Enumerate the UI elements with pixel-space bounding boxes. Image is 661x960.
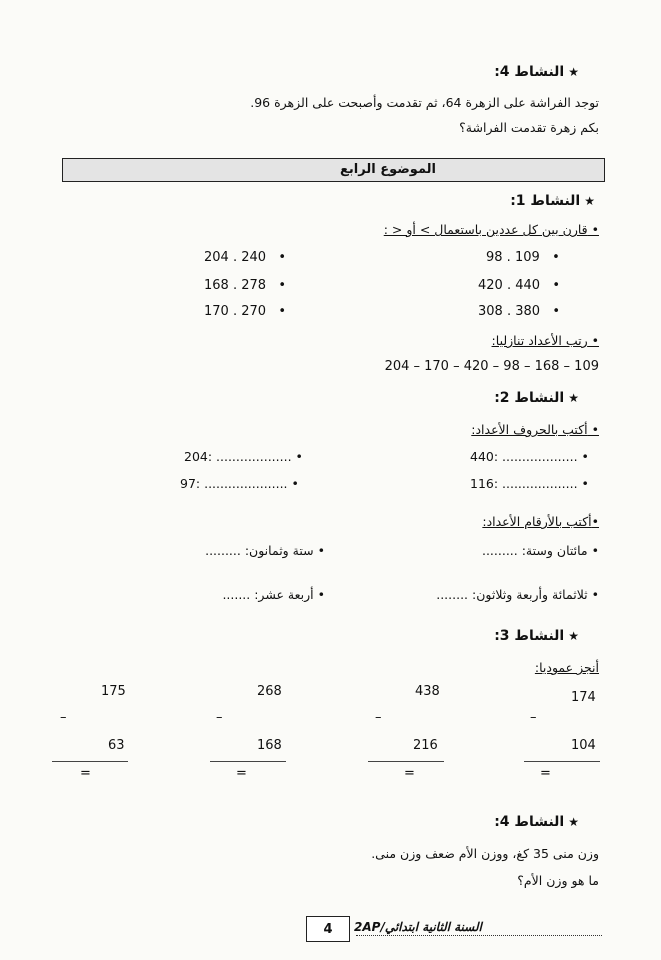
sub4-eq: = [80, 766, 91, 781]
order-numbers: 204 – 170 – 420 – 98 – 168 – 109 [384, 359, 599, 374]
sub1-op: – [530, 710, 537, 725]
digits-instruction: •أكتب بالأرقام الأعداد: [482, 514, 599, 529]
activity4-top-heading: ★النشاط 4: [494, 64, 579, 80]
glasses-icon: ★ [568, 629, 579, 643]
compare-pair-r3: 308 . 380 • [478, 304, 561, 319]
sub3-bottom: 168 [257, 738, 282, 753]
words-item-204: 204: ................... • [184, 449, 303, 464]
sub1-top: 174 [571, 690, 596, 705]
sub4-op: – [60, 710, 67, 725]
activity4-bottom-heading: ★النشاط 4: [494, 814, 579, 830]
compare-pair-l2: 168 . 278 • [204, 278, 287, 293]
compare-pair-l3: 170 . 270 • [204, 304, 287, 319]
words-item-97: 97: ..................... • [180, 476, 299, 491]
sub3-top: 268 [257, 684, 282, 699]
activity4-bottom-line1: وزن منى 35 كغ، ووزن الأم ضعف وزن منى. [371, 846, 599, 861]
glasses-icon: ★ [568, 391, 579, 405]
activity4-top-line2: بكم زهرة تقدمت الفراشة؟ [459, 120, 599, 135]
sub1-eq: = [540, 766, 551, 781]
compare-pair-r1: 98 . 109 • [486, 250, 560, 265]
sub2-rule [368, 761, 444, 762]
sub4-bottom: 63 [108, 738, 125, 753]
words-item-116: 116: ................... • [470, 476, 589, 491]
sub1-rule [524, 761, 600, 762]
vertical-instruction: أنجز عموديا: [534, 660, 599, 675]
sub2-top: 438 [415, 684, 440, 699]
sub2-bottom: 216 [413, 738, 438, 753]
sub4-top: 175 [101, 684, 126, 699]
activity4-bottom-line2: ما هو وزن الأم؟ [517, 873, 599, 888]
compare-pair-r2: 420 . 440 • [478, 278, 561, 293]
glasses-icon: ★ [584, 194, 595, 208]
topic-title: الموضوع الرابع [340, 162, 436, 177]
digits-item-l2: • أربعة عشر: ....... [222, 587, 325, 602]
topic-title-box [62, 158, 605, 182]
activity4-top-line1: توجد الفراشة على الزهرة 64، ثم تقدمت وأصبحت على الزهرة 96. [250, 95, 599, 110]
sub1-bottom: 104 [571, 738, 596, 753]
sub3-op: – [216, 710, 223, 725]
compare-instruction: • قارن بين كل عددين باستعمال > أو < : [383, 222, 599, 237]
sub2-eq: = [404, 766, 415, 781]
words-instruction: • أكتب بالحروف الأعداد: [471, 422, 599, 437]
glasses-icon: ★ [568, 815, 579, 829]
words-item-440: 440: ................... • [470, 449, 589, 464]
sub3-rule [210, 761, 286, 762]
digits-item-l1: • ستة وثمانون: ......... [205, 543, 325, 558]
compare-pair-l1: 204 . 240 • [204, 250, 287, 265]
footer-divider [356, 935, 602, 936]
digits-item-r1: • مائتان وستة: ......... [481, 543, 599, 558]
page-number: 4 [306, 916, 350, 942]
sub3-eq: = [236, 766, 247, 781]
sub4-rule [52, 761, 128, 762]
order-instruction: • رتب الأعداد تنازليا: [491, 333, 599, 348]
activity2-heading: ★النشاط 2: [494, 390, 579, 406]
activity3-heading: ★النشاط 3: [494, 628, 579, 644]
glasses-icon: ★ [568, 65, 579, 79]
digits-item-r2: • ثلاثمائة وأربعة وثلاثون: ........ [436, 587, 599, 602]
activity1-heading: ★النشاط 1: [510, 193, 595, 209]
footer-label: السنة الثانية ابتدائي/2AP [354, 920, 482, 934]
sub2-op: – [375, 710, 382, 725]
